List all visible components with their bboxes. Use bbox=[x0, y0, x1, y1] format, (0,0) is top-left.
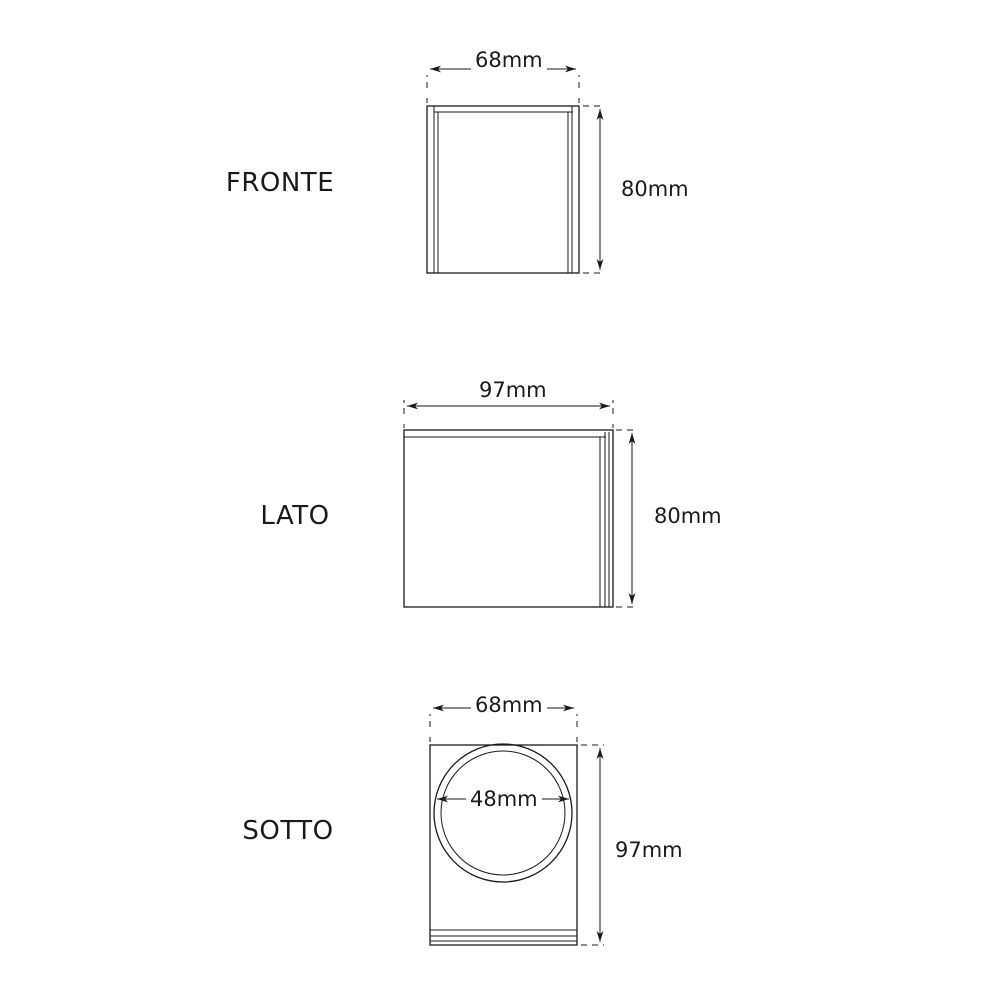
view-label-sotto: SOTTO bbox=[242, 816, 334, 846]
view-label-lato: LATO bbox=[260, 501, 330, 531]
view-lato-geometry bbox=[404, 400, 638, 607]
view-fronte-geometry bbox=[427, 69, 604, 273]
view-label-fronte: FRONTE bbox=[225, 168, 335, 198]
dimension-lato-width: 97mm bbox=[475, 378, 551, 402]
dimension-sotto-depth: 97mm bbox=[611, 838, 687, 862]
dimension-lato-height: 80mm bbox=[650, 504, 726, 528]
dimension-sotto-width: 68mm bbox=[471, 693, 547, 717]
dimension-fronte-width: 68mm bbox=[471, 48, 547, 72]
dimension-fronte-height: 80mm bbox=[617, 177, 693, 201]
view-sotto-geometry bbox=[430, 708, 604, 945]
dimension-sotto-bore: 48mm bbox=[466, 787, 542, 811]
